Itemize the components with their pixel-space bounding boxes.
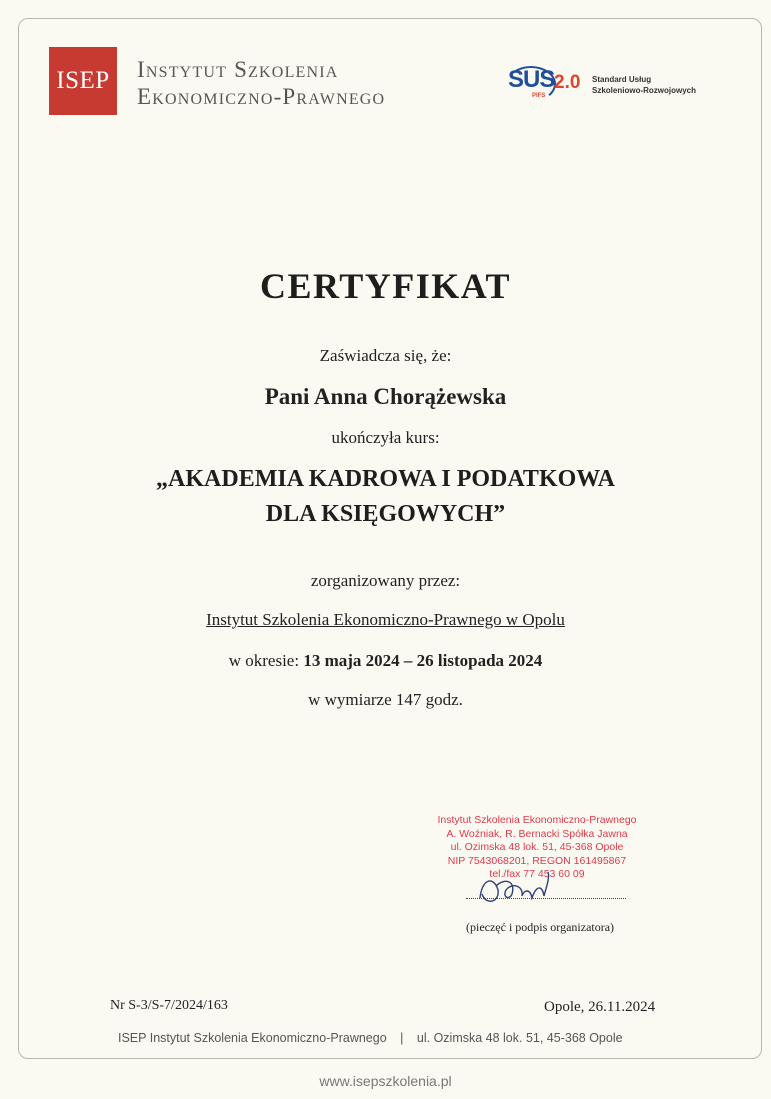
course-name (0, 462, 771, 532)
recipient-name: Pani Anna Chorążewska (264, 384, 507, 409)
sus-text-line2: Szkoleniowo-Rozwojowych (592, 86, 697, 95)
footer-address (118, 1031, 623, 1045)
isep-logo (49, 47, 117, 115)
institute-name (137, 56, 385, 110)
sus-badge (508, 66, 718, 106)
sus-version: 2.0 (554, 72, 581, 93)
completed-text: ukończyła kurs: (331, 428, 440, 447)
sus-small: PIFS (532, 93, 546, 99)
stamp-line5: tel./fax 77 453 60 09 (489, 868, 585, 880)
website: www.isepszkolenia.pl (319, 1073, 452, 1089)
period-value: 13 maja 2024 – 26 listopada 2024 (303, 651, 543, 670)
signature (472, 868, 562, 910)
period (0, 651, 771, 671)
stamp-line1: Instytut Szkolenia Ekonomiczno-Prawnego (437, 814, 637, 826)
footer-address-left: ISEP Instytut Szkolenia Ekonomiczno-Prawnego (118, 1031, 387, 1045)
certificate-number: Nr S-3/S-7/2024/163 (110, 998, 228, 1013)
sus-text-line1: Standard Usług (592, 75, 652, 84)
signature-caption: (pieczęć i podpis organizatora) (466, 920, 615, 934)
institute-name-line1: Instytut Szkolenia (137, 57, 339, 82)
hours-scope: w wymiarze 147 godz. (308, 690, 463, 709)
isep-logo-text: ISEP (56, 67, 110, 94)
footer-separator: | (400, 1031, 404, 1045)
organizer-name: Instytut Szkolenia Ekonomiczno-Prawnego w Opolu (206, 610, 565, 629)
place-date: Opole, 26.11.2024 (544, 999, 656, 1015)
course-name-line2: DLA KSIĘGOWYCH” (265, 501, 506, 527)
certificate-title: CERTYFIKAT (259, 266, 512, 306)
course-name-line1: „AKADEMIA KADROWA I PODATKOWA (156, 466, 615, 492)
sus-mark: SUS (508, 66, 555, 93)
institute-name-line2: Ekonomiczno-Prawnego (137, 84, 386, 109)
signature-line (466, 898, 626, 899)
footer-address-right: ul. Ozimska 48 lok. 51, 45-368 Opole (416, 1031, 623, 1045)
sus-text (592, 74, 696, 96)
period-label: w okresie: (228, 651, 300, 670)
organized-by-label: zorganizowany przez: (310, 571, 461, 590)
stamp-line4: NIP 7543068201, REGON 161495867 (447, 854, 627, 867)
stamp-line3: ul. Ozimska 48 lok. 51, 45-368 Opole (450, 841, 624, 853)
certificate-border (18, 18, 762, 1059)
certifies-text: Zaświadcza się, że: (319, 346, 452, 365)
stamp-line2: A. Woźniak, R. Bernacki Spółka Jawna (446, 827, 628, 840)
